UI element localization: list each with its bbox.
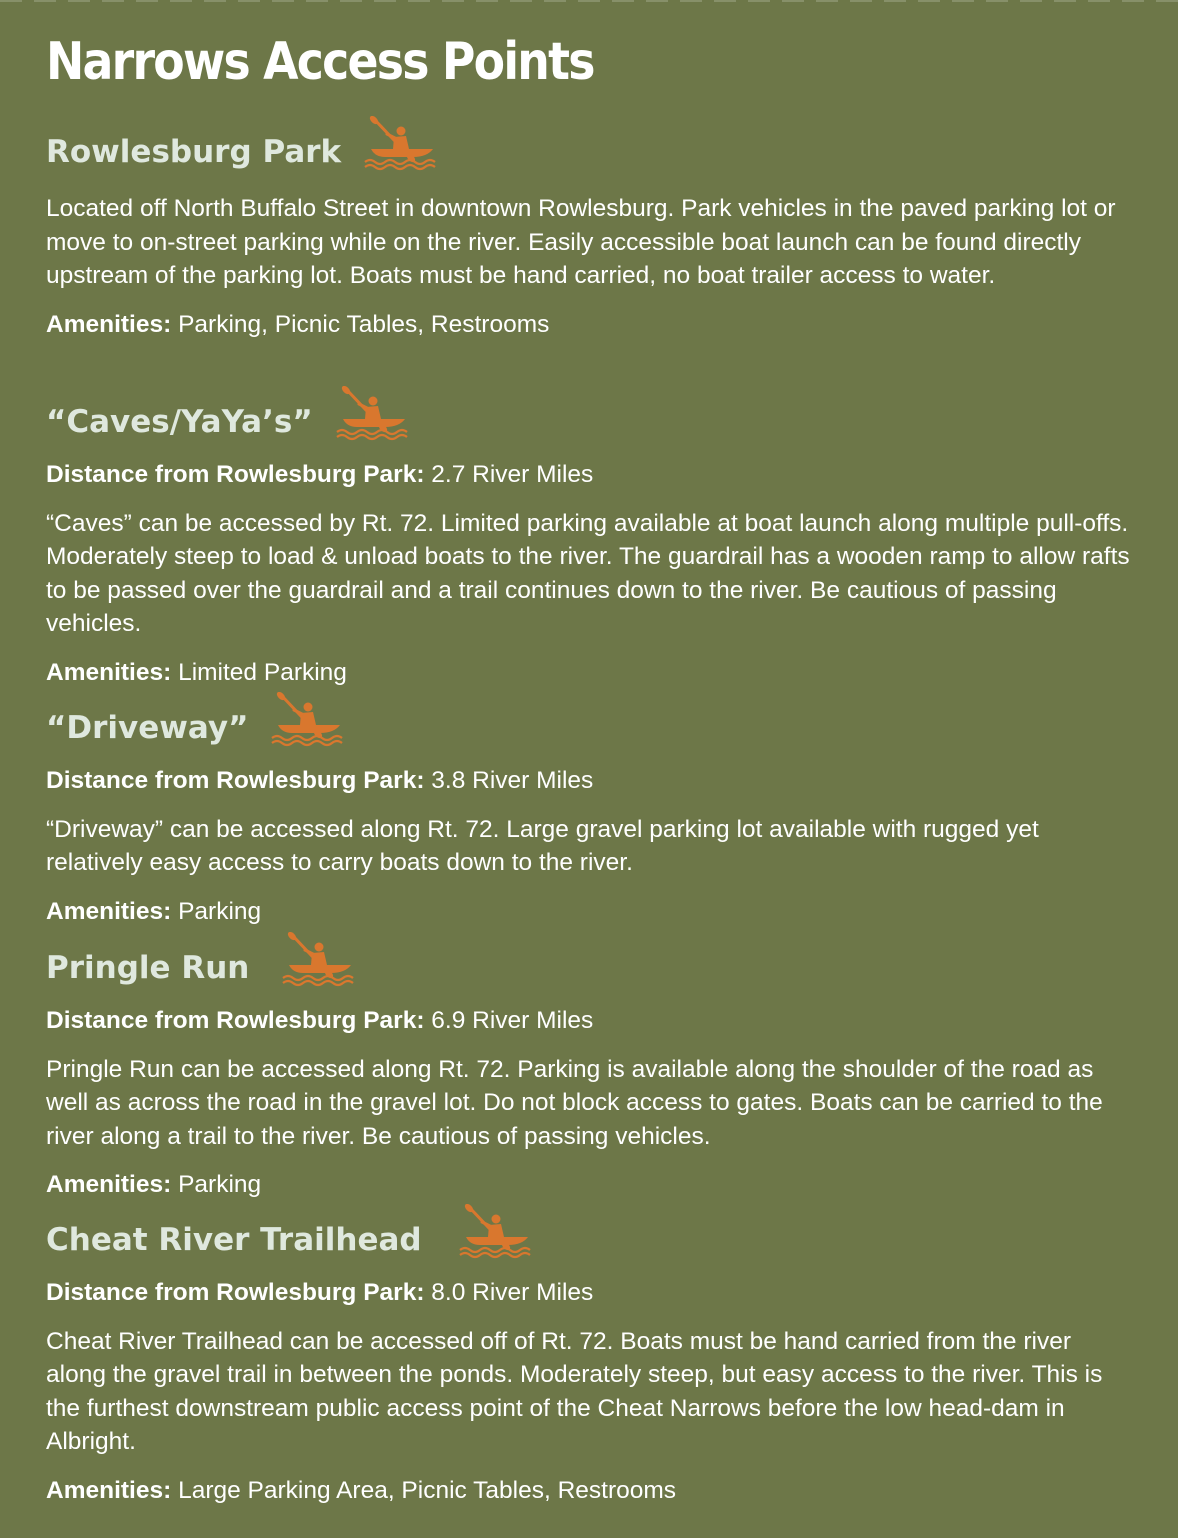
kayaker-icon	[268, 692, 346, 748]
section-description: “Caves” can be accessed by Rt. 72. Limited parking available at boat launch along multiple pull-offs. Moderately steep to load & unload boats to the river. The guardrail has a wooden ramp to allow rafts to be passed over the guardrail and a trail continues down to the river. Be cautious of passing vehicles.	[46, 509, 1130, 637]
kayaker-icon	[279, 932, 357, 988]
amenities-value: Parking	[171, 1171, 262, 1198]
kayaker-icon	[456, 1204, 534, 1260]
distance-label: Distance from Rowlesburg Park:	[46, 767, 425, 794]
amenities-label: Amenities:	[46, 310, 172, 338]
distance-label: Distance from Rowlesburg Park:	[46, 1279, 425, 1306]
amenities-line	[46, 1168, 1136, 1202]
section-cheat-river-trailhead	[46, 1200, 1136, 1507]
section-heading: “Driveway”	[46, 710, 249, 746]
top-border	[0, 0, 1178, 2]
kayaker-icon	[361, 116, 439, 172]
page-title: Narrows Access Points	[46, 32, 594, 92]
kayaker-icon	[333, 386, 411, 442]
section-rowlesburg-park	[46, 112, 1136, 341]
distance-label: Distance from Rowlesburg Park:	[46, 461, 425, 488]
amenities-label: Amenities:	[46, 897, 172, 925]
distance-line	[46, 1004, 1136, 1038]
distance-value: 6.9 River Miles	[424, 1007, 594, 1034]
distance-line	[46, 458, 1136, 492]
section-description: “Driveway” can be accessed along Rt. 72. Large gravel parking lot available with rugged yet relatively easy access to carry boats down to the river.	[46, 815, 1039, 876]
section-description: Pringle Run can be accessed along Rt. 72. Parking is available along the shoulder of the road as well as across the road in the gravel lot. Do not block access to gates. Boats can be carried to the river along a trail to the river. Be cautious of passing vehicles.	[46, 1055, 1103, 1150]
distance-line	[46, 764, 1136, 798]
amenities-line	[46, 1474, 1136, 1508]
section-heading-row	[46, 1200, 1136, 1260]
section-pringle-run	[46, 928, 1136, 1202]
section-heading-row	[46, 382, 1136, 442]
amenities-value: Parking, Picnic Tables, Restrooms	[171, 310, 550, 338]
section-heading-row	[46, 928, 1136, 988]
section-description: Located off North Buffalo Street in downtown Rowlesburg. Park vehicles in the paved parking lot or move to on-street parking while on the river. Easily accessible boat launch can be found directly upstream of the parking lot. Boats must be hand carried, no boat trailer access to water.	[46, 195, 1116, 289]
amenities-value: Parking	[171, 897, 262, 925]
amenities-line	[46, 895, 1136, 929]
section-caves-yayas	[46, 382, 1136, 689]
amenities-value: Large Parking Area, Picnic Tables, Restrooms	[171, 1476, 677, 1504]
section-driveway	[46, 688, 1136, 928]
amenities-label: Amenities:	[46, 1476, 172, 1504]
distance-value: 8.0 River Miles	[424, 1279, 594, 1306]
section-description: Cheat River Trailhead can be accessed off of Rt. 72. Boats must be hand carried from the river along the gravel trail in between the ponds. Moderately steep, but easy access to the river. This is the furthest downstream public access point of the Cheat Narrows before the low head-dam in Albright.	[46, 1327, 1103, 1455]
amenities-label: Amenities:	[46, 658, 172, 686]
section-heading: Rowlesburg Park	[46, 134, 342, 170]
amenities-line	[46, 656, 1136, 690]
section-heading-row	[46, 112, 1136, 172]
distance-line	[46, 1276, 1136, 1310]
amenities-line	[46, 308, 1136, 342]
section-heading-row	[46, 688, 1136, 748]
section-heading: Pringle Run	[46, 950, 250, 986]
distance-value: 2.7 River Miles	[424, 461, 594, 488]
amenities-label: Amenities:	[46, 1171, 172, 1198]
distance-value: 3.8 River Miles	[424, 767, 594, 794]
amenities-value: Limited Parking	[171, 658, 347, 686]
distance-label: Distance from Rowlesburg Park:	[46, 1007, 425, 1034]
section-heading: Cheat River Trailhead	[46, 1222, 422, 1258]
section-heading: “Caves/YaYa’s”	[46, 404, 313, 440]
